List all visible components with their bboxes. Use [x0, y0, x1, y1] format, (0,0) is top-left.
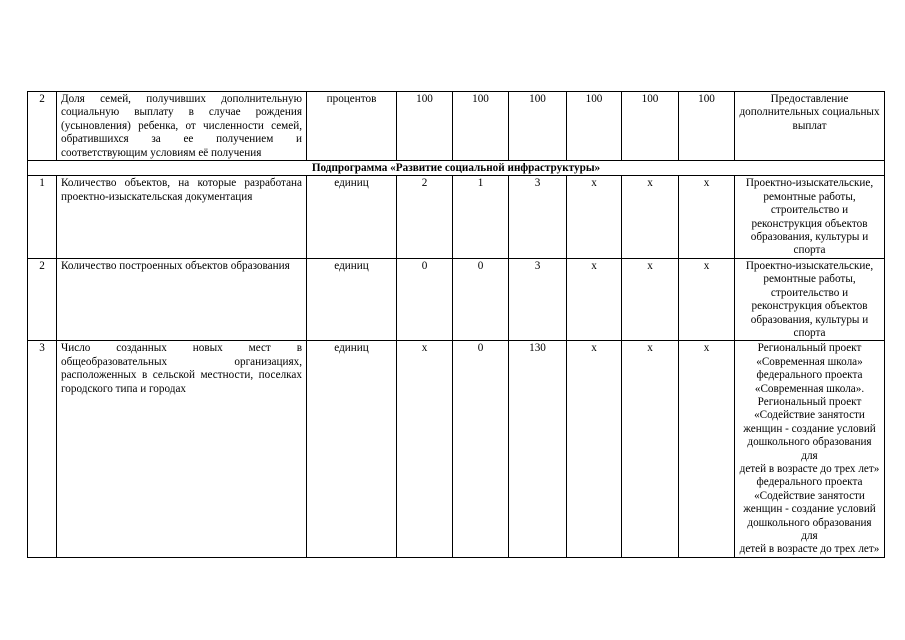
indicator-name: Количество объектов, на которые разработана проектно-изыскательская документация [57, 176, 307, 258]
description-line: Предоставление [770, 93, 849, 105]
table-row [28, 258, 885, 340]
table-row [28, 176, 885, 258]
description-line: образования, культуры и [750, 231, 869, 244]
row-number: 1 [28, 176, 57, 258]
measure-description [735, 176, 885, 258]
unit-of-measure: единиц [307, 258, 397, 340]
indicator-value: 0 [453, 258, 509, 340]
description-line: строительство и [770, 286, 849, 299]
description-line: строительство и [770, 204, 849, 217]
description-line: дополнительных социальных [739, 106, 880, 119]
indicators-table [27, 91, 885, 558]
indicator-value: 100 [622, 92, 679, 161]
indicator-value: 100 [509, 92, 567, 161]
description-line: ремонтные работы, [763, 273, 856, 286]
description-line: женщин - создание условий [743, 422, 876, 435]
description-line: федерального проекта [756, 476, 863, 489]
description-line: Проектно-изыскательские, [745, 177, 874, 190]
description-line: реконструкция объектов [751, 217, 868, 230]
description-line: детей в возрасте до трех лет» [739, 462, 880, 475]
table-body [28, 92, 885, 558]
indicator-value: х [622, 176, 679, 258]
indicator-value: х [679, 258, 735, 340]
description-line: выплат [792, 119, 827, 132]
measure-description [735, 258, 885, 340]
unit-of-measure: единиц [307, 341, 397, 558]
description-line: спорта [793, 326, 826, 339]
measure-description [735, 341, 885, 558]
indicator-value: 100 [397, 92, 453, 161]
description-line: реконструкция объектов [751, 300, 868, 313]
indicator-value: 2 [397, 176, 453, 258]
description-line: дошкольного образования для [747, 516, 872, 542]
description-line: дошкольного образования для [747, 436, 872, 462]
indicator-value: 0 [453, 341, 509, 558]
description-line: образования, культуры и [750, 313, 869, 326]
description-line: детей в возрасте до трех лет» [739, 543, 880, 556]
indicator-value: х [679, 176, 735, 258]
measure-description [735, 92, 885, 161]
indicator-value: х [397, 341, 453, 558]
indicator-value: х [567, 176, 622, 258]
subprogram-title: Подпрограмма «Развитие социальной инфраструктуры» [28, 161, 885, 176]
indicator-name: Доля семей, получивших дополнительную социальную выплату в случае рождения (усыновления) ребенка, от численности семей, обратившихся за ее получением и соответствующим условиям её получения [57, 92, 307, 161]
description-line: спорта [793, 244, 826, 257]
indicator-value: 100 [679, 92, 735, 161]
table-row [28, 92, 885, 161]
description-line: Региональный проект [757, 395, 862, 408]
row-number: 3 [28, 341, 57, 558]
indicator-value: х [622, 341, 679, 558]
description-line: «Современная школа» [756, 355, 863, 368]
indicator-value: 0 [397, 258, 453, 340]
indicator-value: 1 [453, 176, 509, 258]
description-line: Региональный проект [757, 342, 862, 355]
row-number: 2 [28, 258, 57, 340]
indicator-value: х [622, 258, 679, 340]
indicator-name: Число созданных новых мест в общеобразовательных организациях, расположенных в сельской местности, поселках городского типа и городах [57, 341, 307, 558]
indicator-value: 130 [509, 341, 567, 558]
description-line: федерального проекта [756, 369, 863, 382]
description-line: ремонтные работы, [763, 190, 856, 203]
unit-of-measure: единиц [307, 176, 397, 258]
description-line: Проектно-изыскательские, [745, 259, 874, 272]
indicator-name: Количество построенных объектов образования [57, 258, 307, 340]
indicator-value: 3 [509, 258, 567, 340]
indicator-value: 100 [567, 92, 622, 161]
row-number: 2 [28, 92, 57, 161]
subprogram-header-row [28, 161, 885, 176]
description-line: «Содействие занятости [754, 489, 865, 502]
description-line: «Современная школа». [754, 382, 865, 395]
description-line: женщин - создание условий [743, 503, 876, 516]
indicator-value: 100 [453, 92, 509, 161]
indicator-value: х [567, 258, 622, 340]
indicator-value: 3 [509, 176, 567, 258]
unit-of-measure: процентов [307, 92, 397, 161]
table-row [28, 341, 885, 558]
indicator-value: х [679, 341, 735, 558]
description-line: «Содействие занятости [754, 409, 865, 422]
indicator-value: х [567, 341, 622, 558]
